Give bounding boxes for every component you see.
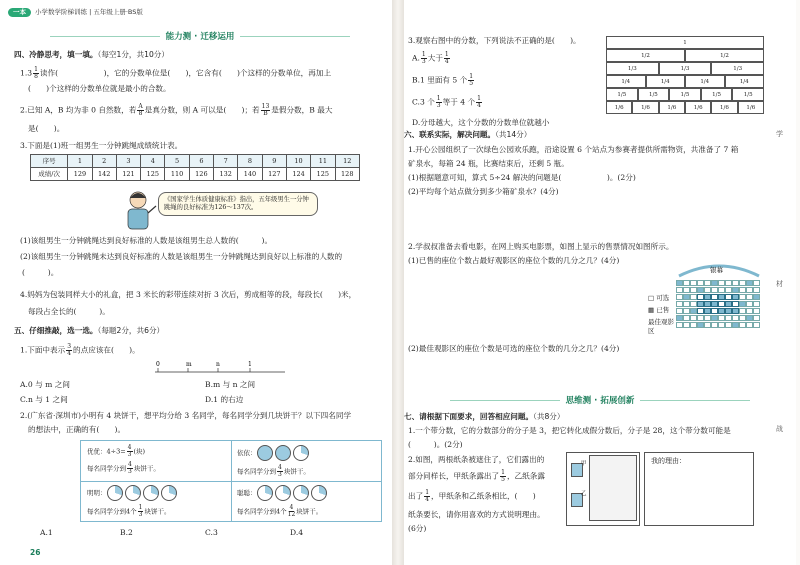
seat	[711, 287, 718, 293]
section-6-title: 六、联系实际，解决问题。（共14分）	[404, 130, 532, 139]
seat	[683, 280, 690, 286]
seat	[739, 287, 746, 293]
reason-label: 我的理由：	[651, 457, 686, 465]
seat	[725, 315, 732, 321]
seat	[732, 315, 739, 321]
r-q3-a: A. $\frac{1}{3}$ 大于 $\frac{1}{4}$	[412, 51, 449, 65]
table-header-cell: 1	[68, 155, 92, 168]
idea-congcong: 聪聪： 每名同学分到4个 $\frac{4}{12}$ 块饼干。	[237, 485, 329, 518]
table-cell: 129	[68, 168, 92, 181]
r-q7-2b: 部分同样长，甲纸条露出了 $\frac{1}{5}$ ，乙纸条露	[408, 469, 545, 483]
table-cell: 成绩/次	[31, 168, 68, 181]
fraction-bar-cell: 1/2	[606, 49, 685, 62]
q5-2-optC: C.3	[205, 528, 218, 537]
seat	[718, 308, 725, 314]
seat	[753, 287, 760, 293]
r-q7-2e: (6分)	[408, 524, 427, 533]
seat	[704, 315, 711, 321]
seat	[753, 315, 760, 321]
seat	[690, 322, 697, 328]
seat	[725, 308, 732, 314]
seat	[725, 280, 732, 286]
table-header-cell: 2	[92, 155, 116, 168]
side-char: 战	[776, 425, 783, 433]
r-q3-c: C.3 个 $\frac{1}{3}$ 等于 4 个 $\frac{1}{4}$	[412, 95, 481, 109]
seat	[732, 322, 739, 328]
seat	[746, 322, 753, 328]
table-cell: 125	[311, 168, 335, 181]
idea-youyou: 优优：4÷3= $\frac{4}{3}$ (块) 每名同学分到 $\frac{4}{3}$ 块饼干。	[87, 444, 160, 475]
table-cell: 132	[214, 168, 238, 181]
q2-line1: 2.已知 A，B 均为非 0 自然数，若 $\frac{A}{8}$ 是真分数，则 A 可以是( )；若 $\frac{13}{B}$ 是假分数，B 最大	[20, 103, 333, 117]
q5-1-optB: B.m 与 n 之间	[205, 380, 256, 389]
section-4-title: 四、冷静思考，填一填。（每空1分，共10分）	[14, 50, 169, 59]
seat	[739, 280, 746, 286]
fraction-bar-cell: 1/5	[732, 88, 764, 101]
seat	[690, 315, 697, 321]
fraction-bars	[606, 36, 764, 114]
r-q7-2a: 2.如图，两根纸条被遮住了，它们露出的	[408, 455, 545, 464]
seat	[753, 280, 760, 286]
seat	[697, 301, 704, 307]
section-banner: 能力测 · 迁移运用	[20, 32, 380, 43]
seat	[683, 301, 690, 307]
seat	[676, 308, 683, 314]
seat	[690, 294, 697, 300]
fraction-bar-cell: 1/6	[606, 101, 632, 114]
seat	[704, 294, 711, 300]
side-char: 材	[776, 280, 783, 288]
seat	[697, 287, 704, 293]
seat	[725, 294, 732, 300]
q1-line1: 1.3 $\frac{1}{8}$ 读作( )，它的分数单位是( )，它含有( )个这样的分数单位，再加上	[20, 66, 332, 80]
idea-yiyi: 依依： 每名同学分到 $\frac{4}{3}$ 块饼干。	[237, 445, 311, 478]
q3-1: (1)该组男生一分钟跳绳达到良好标准的人数是该组男生总人数的( )。	[20, 236, 273, 245]
section-5-title: 五、仔细推敲，选一选。（每题2分，共6分）	[14, 326, 165, 335]
seat	[746, 308, 753, 314]
r-q6-2-1: (1)已售的座位个数占最好观影区的座位个数的几分之几？(4分)	[408, 256, 620, 265]
reason-box	[644, 452, 754, 526]
legend-available: □ 可选	[648, 294, 670, 302]
q5-1: 1.下面中表示 $\frac{3}{4}$ 的点应该在( )。	[20, 343, 140, 357]
seat	[753, 322, 760, 328]
r-q3-d: D.分母越大，这个分数的分数单位就越小	[412, 118, 550, 127]
r-q7-1b: ( )。(2分)	[408, 440, 463, 449]
q2-line2: 是( )。	[28, 124, 65, 133]
fraction-bar-cell: 1	[606, 36, 764, 49]
seat	[697, 294, 704, 300]
r-q6-1a: 1.开心公园组织了一次绿色公园欢乐跑，沿途设置 6 个站点为参赛者提供所需物资，共准备了 7 箱	[408, 145, 739, 154]
seat	[704, 308, 711, 314]
seat	[683, 294, 690, 300]
seat	[739, 294, 746, 300]
seat	[732, 280, 739, 286]
nl-label: n	[216, 361, 220, 368]
seat	[711, 315, 718, 321]
page-number: 26	[30, 548, 41, 557]
seat	[676, 301, 683, 307]
seat	[718, 294, 725, 300]
seat	[711, 301, 718, 307]
standard-note: 《国家学生体质健康标准》指出，五年级男生一分钟跳绳的良好标准为126～137次。	[158, 192, 318, 216]
screen-label: 银幕	[710, 266, 723, 274]
fraction-bar-cell: 1/5	[669, 88, 701, 101]
table-header-cell: 10	[286, 155, 310, 168]
q5-2-line2: 的想法中，正确的有( )。	[28, 425, 126, 434]
table-header-cell: 序号	[31, 155, 68, 168]
seat	[725, 287, 732, 293]
number-line	[150, 358, 290, 380]
section-7-title: 七、请根据下面要求，回答相应问题。（共8分）	[404, 412, 565, 421]
table-cell: 128	[335, 168, 359, 181]
q5-2-optA: A.1	[40, 528, 53, 537]
table-cell: 124	[286, 168, 310, 181]
q5-2-line1: 2.(广东省·深圳市)小明有 4 块饼干，想平均分给 3 名同学，每名同学分到几块饼干？以下四名同学	[20, 411, 352, 420]
seat	[753, 301, 760, 307]
seat	[718, 315, 725, 321]
fraction-bar-cell: 1/6	[659, 101, 685, 114]
left-page	[0, 0, 392, 565]
seat	[676, 322, 683, 328]
fraction-bar-row	[606, 75, 764, 88]
fraction-bar-cell: 1/3	[711, 62, 764, 75]
seat	[746, 294, 753, 300]
fraction-bar-cell: 1/6	[711, 101, 737, 114]
seat	[732, 308, 739, 314]
brand-logo: 一本	[8, 8, 31, 17]
seat	[746, 315, 753, 321]
seat	[676, 280, 683, 286]
fraction-bar-cell: 1/5	[638, 88, 670, 101]
table-header-cell: 8	[238, 155, 262, 168]
table-header-cell: 11	[311, 155, 335, 168]
seat	[697, 322, 704, 328]
legend-best: 最佳观影区	[648, 318, 674, 335]
nl-label: m	[186, 361, 192, 368]
table-cell: 142	[92, 168, 116, 181]
fraction-bar-cell: 1/5	[701, 88, 733, 101]
table-header-cell: 9	[262, 155, 286, 168]
table-cell: 127	[262, 168, 286, 181]
seat	[683, 322, 690, 328]
fraction-bar-cell: 1/6	[738, 101, 764, 114]
table-header-cell: 3	[116, 155, 140, 168]
seat	[697, 280, 704, 286]
fraction-bar-row	[606, 101, 764, 114]
seat	[676, 315, 683, 321]
r-q6-1b: 矿泉水，每箱 24 瓶，比赛结束后，还剩 5 瓶。	[408, 159, 569, 168]
seat	[739, 315, 746, 321]
fraction-bar-cell: 1/4	[685, 75, 725, 88]
q5-2-optD: D.4	[290, 528, 304, 537]
screen-arc	[674, 260, 764, 278]
seat	[739, 301, 746, 307]
q4-line1: 4.妈妈为包装同样大小的礼盒，把 3 米长的彩带连续对折 3 次后，剪成相等的段，每段长( )米，	[20, 290, 357, 299]
q1-line2: ( )个这样的分数单位就是最小的合数。	[28, 84, 171, 93]
fraction-bar-cell: 1/3	[659, 62, 712, 75]
nl-label: 0	[156, 361, 160, 368]
table-cell: 125	[141, 168, 165, 181]
seat	[690, 301, 697, 307]
seat	[746, 287, 753, 293]
seat	[711, 280, 718, 286]
seat	[732, 301, 739, 307]
seat	[753, 294, 760, 300]
seat	[746, 280, 753, 286]
table-header-cell: 7	[214, 155, 238, 168]
seat	[725, 301, 732, 307]
fraction-bar-cell: 1/3	[606, 62, 659, 75]
table-header-cell: 5	[165, 155, 189, 168]
q5-1-optC: C.n 与 1 之间	[20, 395, 68, 404]
r-q6-2: 2.学叔叔准备去看电影，在网上购买电影票，如图上显示的售票情况如图所示。	[408, 242, 674, 251]
seat	[725, 322, 732, 328]
fraction-bar-cell: 1/4	[606, 75, 646, 88]
seat	[746, 301, 753, 307]
seat	[690, 308, 697, 314]
fraction-bar-cell: 1/2	[685, 49, 764, 62]
seat	[718, 280, 725, 286]
seat	[683, 315, 690, 321]
seat	[739, 308, 746, 314]
page-header	[8, 8, 143, 17]
seat	[711, 308, 718, 314]
seat	[718, 301, 725, 307]
fraction-bar-cell: 1/6	[685, 101, 711, 114]
q4-line2: 每段占全长的( )。	[28, 307, 110, 316]
idea-mingming: 明明： 每名同学分到4个 $\frac{1}{3}$ 块饼干。	[87, 485, 179, 518]
header-title: 小学数学阶梯训练 | 五年级上册·BS版	[35, 8, 143, 16]
r-q6-1c: (1)根据题意可知，算式 5÷24 解决的问题是( )。(2分)	[408, 173, 636, 182]
fraction-bar-cell: 1/4	[646, 75, 686, 88]
fraction-bar-cell: 1/5	[606, 88, 638, 101]
side-char: 学	[776, 130, 783, 138]
fraction-bar-row	[606, 36, 764, 49]
section-banner-2: 思维测 · 拓展创新	[412, 396, 788, 407]
seat	[690, 287, 697, 293]
seat	[704, 280, 711, 286]
seat	[683, 287, 690, 293]
q3-2-intro: (2)该组男生一分钟跳绳未达到良好标准的人数是该组男生一分钟跳绳达到良好以上标准的人数的	[20, 252, 343, 261]
q5-1-optD: D.1 的右边	[205, 395, 244, 404]
table-cell: 140	[238, 168, 262, 181]
legend-sold: ▦ 已售	[648, 306, 670, 314]
page-gutter	[392, 0, 404, 565]
seat	[683, 308, 690, 314]
seat	[690, 280, 697, 286]
table-cell: 121	[116, 168, 140, 181]
seat	[711, 322, 718, 328]
ideas-grid	[80, 440, 382, 522]
teacher-illustration	[118, 188, 158, 232]
r-q6-2-2: (2)最佳观影区的座位个数是可选的座位个数的几分之几？(4分)	[408, 344, 620, 353]
seat	[718, 322, 725, 328]
r-q3-b: B.1 里面有 5 个 $\frac{1}{5}$	[412, 73, 474, 87]
table-cell: 126	[189, 168, 213, 181]
seat	[753, 308, 760, 314]
r-q7-1a: 1.一个带分数，它的分数部分的分子是 3，把它转化成假分数后，分子是 28，这个带分数可能是	[408, 426, 731, 435]
seat	[732, 287, 739, 293]
seat	[732, 294, 739, 300]
seat-map	[676, 280, 762, 336]
seat	[676, 294, 683, 300]
q5-1-optA: A.0 与 m 之间	[20, 380, 70, 389]
seat	[704, 301, 711, 307]
seat	[697, 308, 704, 314]
r-q7-2c: 出了 $\frac{1}{4}$ ，甲纸条和乙纸条相比，( )	[408, 489, 536, 503]
table-header-cell: 12	[335, 155, 359, 168]
table-header-cell: 4	[141, 155, 165, 168]
seat	[704, 287, 711, 293]
right-page	[404, 0, 796, 565]
q3-2-blank: ( )。	[22, 268, 59, 277]
seat	[711, 294, 718, 300]
table-header-cell: 6	[189, 155, 213, 168]
paper-strip-figure: 甲 乙	[566, 452, 640, 526]
nl-label: 1	[248, 361, 252, 368]
fraction-bar-row	[606, 49, 764, 62]
seat	[704, 322, 711, 328]
fraction-bar-cell: 1/4	[725, 75, 765, 88]
seat	[676, 287, 683, 293]
seat	[718, 287, 725, 293]
q3-title: 3.下面是(1)班一组男生一分钟跳绳成绩统计表。	[20, 141, 183, 150]
r-q6-1d: (2)平均每个站点做分到多少箱矿泉水？(4分)	[408, 187, 559, 196]
fraction-bar-row	[606, 88, 764, 101]
fraction-bar-cell: 1/6	[632, 101, 658, 114]
fraction-bar-row	[606, 62, 764, 75]
table-cell: 110	[165, 168, 189, 181]
r-q7-2d: 纸条要长，请你用喜欢的方式说明理由。	[408, 510, 545, 519]
r-q3: 3.观察右图中的分数，下列说法不正确的是( )。	[408, 36, 581, 45]
seat	[739, 322, 746, 328]
q5-2-optB: B.2	[120, 528, 133, 537]
seat	[697, 315, 704, 321]
jump-rope-table	[30, 154, 360, 181]
